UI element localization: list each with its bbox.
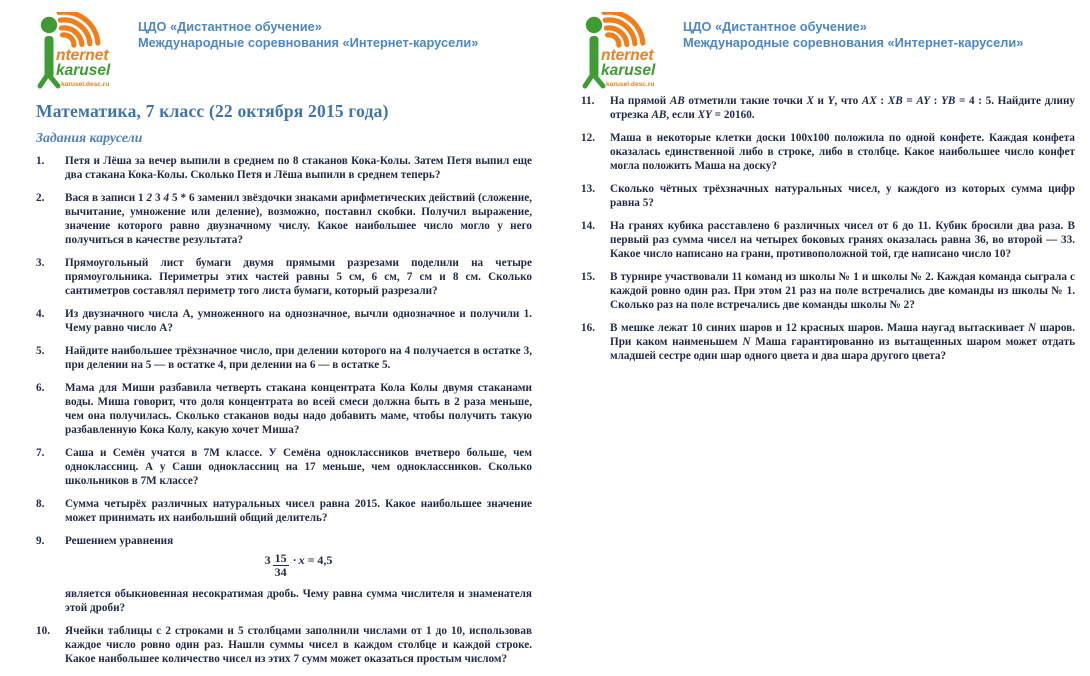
problem-item-14 [581,219,1075,261]
problem-text: Маша в некоторые клетки доски 100х100 положила по одной конфете. Каждая конфета оказалась единственной либо в строке, либо в столбце. Какое наибольшее число конфет могла положить Маша на доску? [610,132,1075,172]
problem-number: 14. [581,220,595,232]
problem-text: является обыкновенная несократимая дробь. Чему равна сумма числителя и знаменателя этой дроби? [65,588,532,615]
problem-number: 7. [36,447,45,459]
org-line-2: Международные соревнования «Интернет-карусели» [683,35,1024,50]
problem-item-13 [581,182,1075,210]
signal-waves-icon [59,12,98,45]
problem-item-5 [36,344,532,372]
problem-item-6 [36,381,532,437]
problem-text: Решением уравнения [65,535,174,547]
problem-text: Сколько чётных трёхзначных натуральных чисел, у каждого из которых сумма цифр равна 5? [610,183,1075,209]
problem-number: 12. [581,132,595,144]
section-heading: Задания карусели [36,130,143,145]
problem-item-16 [581,321,1075,363]
problem-item-8 [36,497,532,525]
problem-item-9 [36,534,532,548]
fraction-numerator: 15 [274,551,287,565]
problem-text: Петя и Лёша за вечер выпили в среднем по 8 стаканов Кока-Колы. Затем Петя выпил еще два стакана Кока-Колы. Сколько Петя и Лёша выпили в среднем теперь? [65,155,532,181]
problem-item-4 [36,307,532,335]
internet-karusel-logo [36,12,128,95]
problem-text: В турнире участвовали 11 команд из школы № 1 и школы № 2. Каждая команда сыграла с каждой ровно один раз. При этом 21 раз на поле встречались две команды из школы № 1. Сколько раз на поле встречались две команды школы № 2? [610,271,1075,311]
problem-number: 3. [36,257,45,269]
logo-word-internet: nternet [56,47,109,64]
problem-list-left [36,154,532,666]
internet-karusel-logo [581,12,673,95]
problem-number: 6. [36,382,45,394]
problem-text: В мешке лежат 10 синих шаров и 12 красных шаров. Маша наугад вытаскивает N шаров. При каком наименьшем N Маша гарантированно из вытащенных шаром может отдать младшей сестре один шар одного цвета и два шара другого цвета? [610,322,1075,362]
logo-word-karusel: karusel [56,62,111,79]
problem-text: Из двузначного числа А, умноженного на однозначное, вычли однозначное и получили 1. Чему равно число А? [65,308,532,334]
equation-fraction [273,552,289,578]
problem-text: На прямой AB отметили такие точки X и Y, что AX : XB = AY : YB = 4 : 5. Найдите длину отрезка AB, если XY = 20160. [610,95,1076,121]
problem-text: Вася в записи 1 2 3 4 5 * 6 заменил звёздочки знаками арифметических действий (сложение, вычитание, умножение или деление), возможно, поставил скобки. Получил выражение, значение которого равно двузначному числу. Какое наибольшее число могло у него получиться в качестве результата? [65,192,533,246]
problem-number-spacer [36,587,65,615]
problem-number: 15. [581,271,595,283]
page-header [581,12,1075,90]
page-left-column [36,12,532,675]
problem-number: 13. [581,183,595,195]
equation [65,552,532,578]
equation-variable: x [298,553,305,568]
logo-site-url: karusel.desc.ru [61,81,110,88]
problem-number: 9. [36,535,45,547]
problem-number: 2. [36,192,45,204]
org-line-1: ЦДО «Дистантное обучение» [138,19,322,34]
problem-number: 16. [581,322,595,334]
problem-text: Ячейки таблицы с 2 строками и 5 столбцами заполнили числами от 1 до 10, использовав каждое число ровно один раз. Нашли суммы чисел в каждом столбце и каждой строке. Какое наибольшее количество чисел из этих 7 сумм может оказаться простым числом? [65,625,532,666]
problem-text: Прямоугольный лист бумаги двумя прямыми разрезами поделили на четыре прямоугольника. Периметры этих частей равны 5 см, 6 см, 7 см и 8 см. Сколько сантиметров составлял периметр того листа бумаги, который разрезали? [65,257,532,297]
problem-number: 1. [36,155,45,167]
org-line-2: Международные соревнования «Интернет-карусели» [138,35,479,50]
problem-item-1 [36,154,532,182]
page-header [36,12,532,90]
problem-text: Найдите наибольшее трёхзначное число, при делении которого на 4 получается в остатке 3, при делении на 5 — в остатке 4, при делении на 6 — в остатке 5. [65,345,532,371]
org-header-text [683,12,1023,51]
page-right-column [581,12,1075,372]
problem-number: 8. [36,498,45,510]
problem-number: 10. [36,625,50,638]
problem-item-3 [36,256,532,298]
problem-number: 4. [36,308,45,320]
problem-item-12 [581,131,1075,173]
problem-text: Мама для Миши разбавила четверть стакана концентрата Кола Колы двумя стаканами воды. Миша говорит, что доля концентрата во всей смеси должна быть в 2 раза меньше, чем она получилась. Сколько стаканов воды надо добавить маме, чтобы получить такую разбавленную Кока Колу, какую хочет Миша? [65,382,532,436]
problem-item-9-continuation [36,587,532,615]
problem-number: 11. [581,95,595,107]
signal-waves-icon [604,12,643,45]
problem-item-2 [36,191,532,247]
internet-karusel-logo-icon [36,12,128,90]
org-line-1: ЦДО «Дистантное обучение» [683,19,867,34]
problem-item-11 [581,94,1075,122]
logo-word-internet: nternet [601,47,654,64]
equation-coefficient: 3 [264,553,271,568]
internet-karusel-logo-icon [581,12,673,90]
problem-text: Саша и Семён учатся в 7М классе. У Семёна одноклассников вчетверо больше, чем одноклассниц. А у Саши одноклассниц на 17 меньше, чем одноклассников. Сколько школьников в 7М классе? [65,447,532,487]
problem-item-7 [36,446,532,488]
logo-word-karusel: karusel [601,62,656,79]
logo-site-url: karusel.desc.ru [606,81,655,88]
page-title: Математика, 7 класс (22 октября 2015 года) [36,101,389,121]
equation-operator: · [292,553,297,568]
problem-list-right [581,94,1075,363]
fraction-denominator: 34 [274,564,287,579]
equation-rhs: = 4,5 [307,553,333,568]
problem-item-15 [581,270,1075,312]
problem-item-10 [36,624,532,666]
org-header-text [138,12,478,51]
problem-number: 5. [36,345,45,357]
problem-text: Сумма четырёх различных натуральных чисел равна 2015. Какое наибольшее значение может принимать их наибольший общий делитель? [65,498,532,524]
problem-text: На гранях кубика расставлено 6 различных чисел от 6 до 11. Кубик бросили два раза. В первый раз сумма чисел на четырех боковых гранях оказалась равна 36, во второй — 33. Какое число написано на грани, противоположной той, где написано число 10? [610,220,1075,260]
